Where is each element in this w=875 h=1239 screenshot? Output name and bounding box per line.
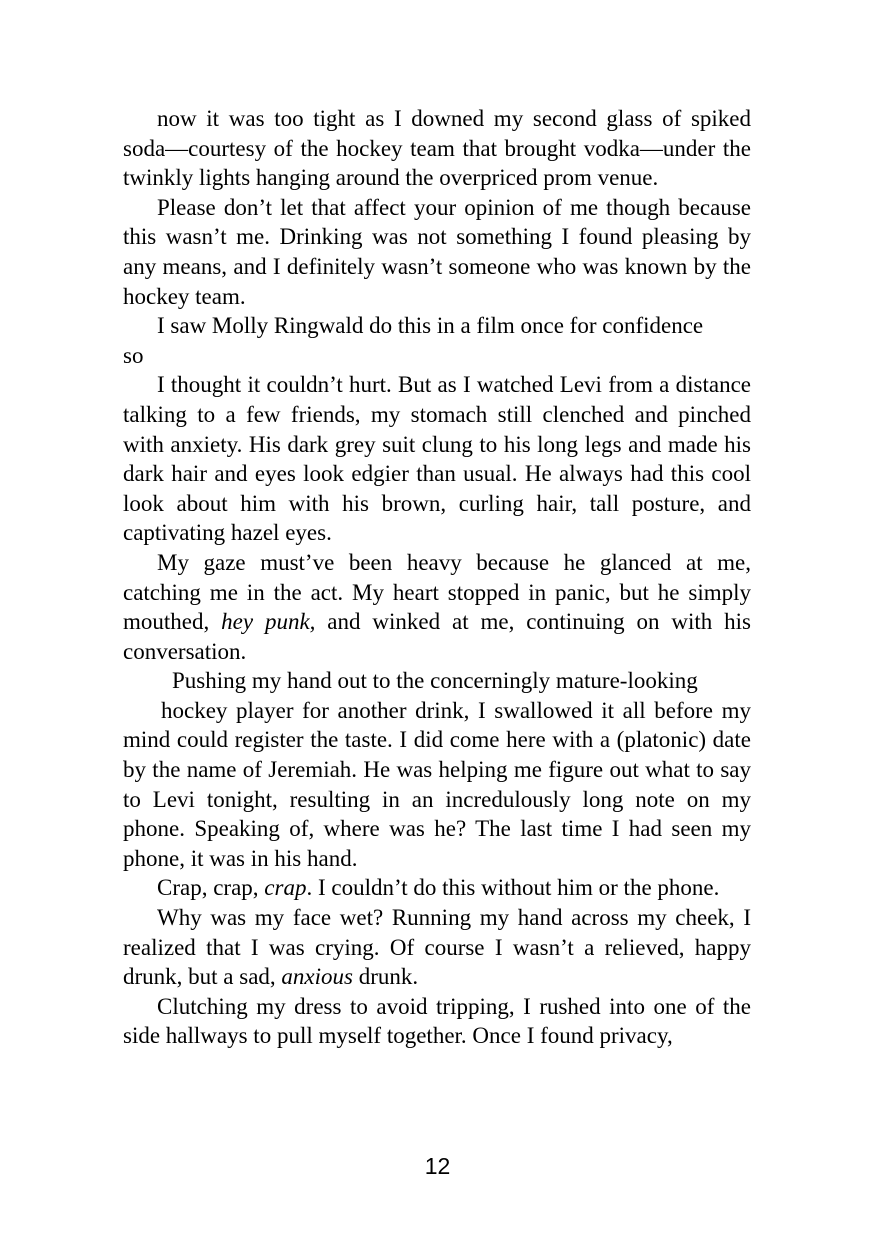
paragraph: I thought it couldn’t hurt. But as I watched Levi from a distance talking to a few friends, my stomach still clenched and pinched with anxiety. His dark grey suit clung to his long legs and made his dark hair and eyes look edgier than usual. He always had this cool look about him with his brown, curling hair, tall posture, and captivating hazel eyes. [123, 372, 751, 546]
page-footer [0, 1153, 875, 1180]
paragraph: now it was too tight as I downed my second glass of spiked soda—courtesy of the hockey team that brought vodka—under the twinkly lights hanging around the overpriced prom venue. [123, 106, 751, 191]
paragraph: Please don’t let that affect your opinion of me though because this wasn’t me. Drinking was not something I found pleasing by any means, and I definitely wasn’t someone who was known by the hockey team. [123, 194, 751, 309]
paragraph: Pushing my hand out to the concerningly mature-looking [172, 668, 698, 694]
italic-text: hey punk, [221, 609, 316, 635]
paragraph: My gaze must’ve been heavy because he glanced at me, catching me in the act. My heart stopped in panic, but he simply mouthed, hey punk, and winked at me, continuing on with his conversation. [123, 549, 751, 664]
paragraph: hockey player for another drink, I swallowed it all before my mind could register the taste. I did come here with a (platonic) date by the name of Jeremiah. He was helping me figure out what to say to Levi tonight, resulting in an incredulously long note on my phone. Speaking of, where was he? The last time I had seen my phone, it was in his hand. [123, 697, 751, 871]
page-text [123, 104, 751, 1051]
italic-text: anxious [281, 964, 353, 990]
paragraph: I saw Molly Ringwald do this in a film once for confidence [157, 313, 704, 339]
paragraph: Clutching my dress to avoid tripping, I rushed into one of the side hallways to pull myself together. Once I found privacy, [123, 993, 751, 1049]
paragraph: so [123, 342, 144, 368]
page-number: 12 [424, 1153, 451, 1179]
italic-text: crap [264, 875, 307, 901]
paragraph: Crap, crap, crap. I couldn’t do this without him or the phone. [157, 875, 720, 901]
paragraph: Why was my face wet? Running my hand across my cheek, I realized that I was crying. Of course I wasn’t a relieved, happy drunk, but a sad, anxious drunk. [123, 905, 751, 990]
